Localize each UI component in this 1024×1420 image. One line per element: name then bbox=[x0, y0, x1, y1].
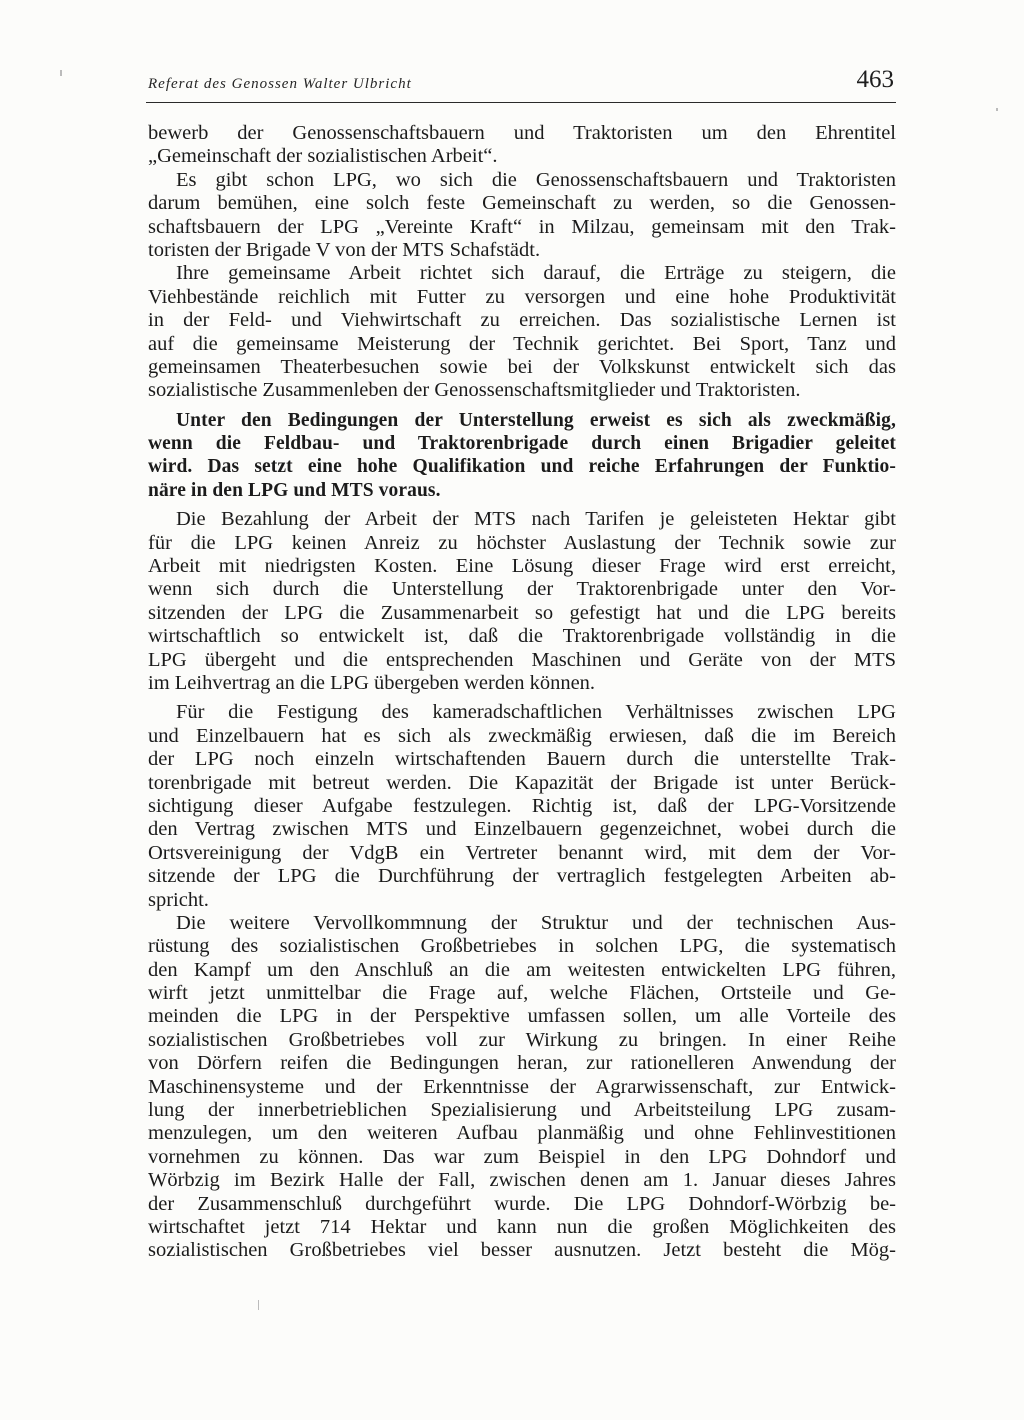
text-line: wird. Das setzt eine hohe Qualifikation und reiche Erfahrungen der Funktio- bbox=[148, 456, 896, 478]
text-line: sichtigung dieser Aufgabe festzulegen. Richtig ist, daß der LPG-Vorsitzende bbox=[148, 794, 896, 817]
text-line: darum bemühen, eine solch feste Gemeinschaft zu werden, so die Genossen- bbox=[148, 192, 896, 215]
text-line: LPG übergeht und die entsprechenden Maschinen und Geräte von der MTS bbox=[148, 648, 896, 671]
text-line: der Zusammenschluß durchgeführt wurde. Die LPG Dohndorf-Wörbzig be- bbox=[148, 1192, 896, 1215]
paragraph-5 bbox=[148, 508, 896, 695]
text-line: von Dörfern reifen die Bedingungen heran, zur rationelleren Anwendung der bbox=[148, 1052, 896, 1075]
text-line: toristen der Brigade V von der MTS Schafstädt. bbox=[148, 238, 541, 261]
paragraph-3 bbox=[148, 262, 896, 402]
text-line: Für die Festigung des kameradschaftlichen Verhältnisses zwischen LPG bbox=[176, 701, 896, 724]
scan-speck bbox=[258, 1300, 259, 1310]
text-line: auf die gemeinsame Meisterung der Technik gerichtet. Bei Sport, Tanz und bbox=[148, 332, 896, 355]
text-line: wirtschaftet jetzt 714 Hektar und kann nun die großen Möglichkeiten des bbox=[148, 1215, 896, 1238]
text-line: bewerb der Genossenschaftsbauern und Traktoristen um den Ehrentitel bbox=[148, 122, 896, 144]
text-line: wenn sich durch die Unterstellung der Traktorenbrigade unter den Vor- bbox=[148, 578, 896, 601]
text-line: den Vertrag zwischen MTS und Einzelbauern gegenzeichnet, wobei durch die bbox=[148, 818, 896, 841]
text-line: Es gibt schon LPG, wo sich die Genossenschaftsbauern und Traktoristen bbox=[176, 168, 896, 191]
text-line: spricht. bbox=[148, 888, 209, 911]
text-line: Viehbestände reichlich mit Futter zu versorgen und eine hohe Produktivität bbox=[148, 285, 896, 308]
text-line: sozialistischen Großbetriebes viel besser ausnutzen. Jetzt besteht die Mög- bbox=[148, 1239, 896, 1262]
text-line: wirft jetzt unmittelbar die Frage auf, welche Flächen, Ortsteile und Ge- bbox=[148, 982, 896, 1005]
scan-speck bbox=[996, 108, 998, 111]
text-line: sitzenden der LPG die Zusammenarbeit so gefestigt hat und die LPG bereits bbox=[148, 601, 896, 624]
text-line: und Einzelbauern hat es sich als zweckmäßig erwiesen, daß die im Bereich bbox=[148, 724, 896, 747]
running-header bbox=[146, 66, 896, 103]
text-line: der LPG noch einzeln wirtschaftenden Bauern durch die unterstellte Trak- bbox=[148, 748, 896, 771]
text-line: Arbeit mit niedrigsten Kosten. Eine Lösung dieser Frage wird erst erreicht, bbox=[148, 555, 896, 578]
text-line: Die weitere Vervollkommnung der Struktur und der technischen Aus- bbox=[176, 911, 896, 934]
text-line: sitzende der LPG die Durchführung der vertraglich festgelegten Arbeiten ab- bbox=[148, 865, 896, 888]
text-line: wenn die Feldbau- und Traktorenbrigade durch einen Brigadier geleitet bbox=[148, 433, 896, 455]
text-line: Ihre gemeinsame Arbeit richtet sich darauf, die Erträge zu steigern, die bbox=[176, 262, 896, 285]
text-line: den Kampf um den Anschluß an die am weitesten entwickelten LPG führen, bbox=[148, 958, 896, 981]
text-line: lung der innerbetrieblichen Spezialisierung und Arbeitsteilung LPG zusam- bbox=[148, 1099, 896, 1122]
text-line: Ortsvereinigung der VdgB ein Vertreter benannt wird, mit dem der Vor- bbox=[148, 841, 896, 864]
text-line: torenbrigade mit betreut werden. Die Kapazität der Brigade ist unter Berück- bbox=[148, 771, 896, 794]
text-line: im Leihvertrag an die LPG übergeben werden können. bbox=[148, 671, 596, 694]
text-line: für die LPG keinen Anreiz zu höchster Auslastung der Technik sowie zur bbox=[148, 531, 896, 554]
paragraph-4-bold bbox=[148, 409, 896, 503]
text-line: Wörbzig im Bezirk Halle der Fall, zwischen denen am 1. Januar dieses Jahres bbox=[148, 1169, 896, 1192]
paragraph-2 bbox=[148, 169, 896, 263]
scan-speck bbox=[60, 70, 62, 76]
text-line: vornehmen zu können. Das war zum Beispiel in den LPG Dohndorf und bbox=[148, 1145, 896, 1168]
text-line: gemeinsamen Theaterbesuchen sowie bei der Volkskunst entwickelt sich das bbox=[148, 355, 896, 378]
paragraph-7 bbox=[148, 912, 896, 1263]
text-line: rüstung des sozialistischen Großbetriebes in solchen LPG, die systematisch bbox=[148, 935, 896, 958]
text-line: Unter den Bedingungen der Unterstellung erweist es sich als zweckmäßig, bbox=[176, 409, 896, 431]
text-line: menzulegen, um den weiteren Aufbau planmäßig und ohne Fehlinvestitionen bbox=[148, 1122, 896, 1145]
text-line: näre in den LPG und MTS voraus. bbox=[148, 479, 441, 501]
running-title: Referat des Genossen Walter Ulbricht bbox=[148, 76, 412, 92]
paragraph-1 bbox=[148, 122, 896, 169]
body-text bbox=[148, 122, 896, 1263]
paragraph-6 bbox=[148, 701, 896, 912]
text-line: schaftsbauern der LPG „Vereinte Kraft“ in Milzau, gemeinsam mit den Trak- bbox=[148, 215, 896, 238]
text-line: wirtschaftlich so entwickelt ist, daß die Traktorenbrigade vollständig in die bbox=[148, 625, 896, 648]
text-line: in der Feld- und Viehwirtschaft zu erreichen. Das sozialistische Lernen ist bbox=[148, 309, 896, 332]
text-line: „Gemeinschaft der sozialistischen Arbeit“. bbox=[148, 145, 498, 168]
text-line: sozialistischen Großbetriebes voll zur Wirkung zu bringen. In einer Reihe bbox=[148, 1028, 896, 1051]
text-line: Maschinensysteme und der Erkenntnisse der Agrarwissenschaft, zur Entwick- bbox=[148, 1075, 896, 1098]
text-line: meinden die LPG in der Perspektive umfassen sollen, um alle Vorteile des bbox=[148, 1005, 896, 1028]
text-line: Die Bezahlung der Arbeit der MTS nach Tarifen je geleisteten Hektar gibt bbox=[176, 508, 896, 531]
page-number: 463 bbox=[856, 66, 894, 93]
text-line: sozialistische Zusammenleben der Genossenschaftsmitglieder und Traktoristen. bbox=[148, 379, 801, 402]
